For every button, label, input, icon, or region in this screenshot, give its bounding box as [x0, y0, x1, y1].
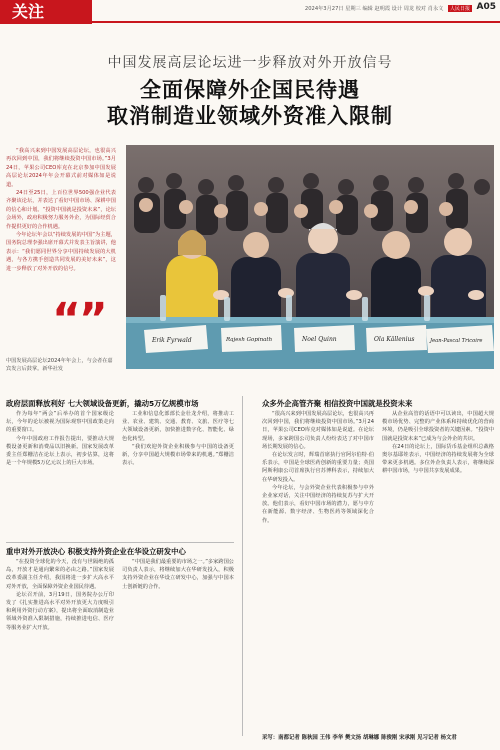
kicker-headline: 中国发展高层论坛进一步释放对外开放信号: [107, 55, 393, 71]
placard-2: Rajesh Gopinath: [226, 337, 273, 343]
column-divider: [242, 396, 243, 736]
quote-marks-icon: “”: [52, 294, 106, 345]
article-paragraph: “很高兴来到中国发展高层论坛，也很高兴再次回到中国，我们将继续投资中国市场。”3月24日，苹果公司CEO库克对媒体如是说道。在论坛现场，多家跨国公司负责人纷纷表达了对中国市场长期发展的信心。: [262, 411, 374, 450]
dateline-text: 2024年3月27日 星期三 编辑 赵明霞 设计 周龙 校对 肖永文: [304, 6, 444, 12]
banner-rule: [92, 21, 500, 23]
name-placards: [144, 325, 494, 353]
lead-paragraph: 24日至25日，上百位世界500强企业代表齐聚该论坛，并表达了看好中国市场、深耕中国的信心和计划。“投资中国就是投资未来”，论坛会场外，政府积极努力服务外企，为国际经贸合作提供更好的合作机遇。: [6, 190, 116, 230]
placard-4: Ola Källenius: [374, 336, 415, 343]
article-paragraph: 今年论坛，与会外资企业代表积极参与中外企业家对话，关注中国经济的持续复苏与扩大开放。他们表示，看好中国市场的潜力，愿与中方在新能源、数字经济、生物医药等领域深化合作。: [262, 484, 374, 524]
article-1-col-1: [6, 410, 114, 467]
article-paragraph: 从企业高管的话语中可以读出，中国超大规模市场优势、完整的产业体系和持续优化的营商环境，仍是吸引全球投资者的关键因素。“投资中国就是投资未来”已成为与会外企的共识。: [382, 411, 494, 442]
article-1-title: 政府层面释放利好 七大领域设备更新，撬动5万亿规模市场: [6, 399, 199, 408]
main-headline-line1: 全面保障外企国民待遇: [140, 78, 360, 102]
byline: 采写：南都记者 陈秋园 王伟 李华 樊文扬 胡琳娜 陈俊刚 宋承刚 见习记者 杨文君: [262, 735, 457, 741]
article-paragraph: 论坛召开前，3月19日，国务院办公厅印发了《扎实推进高水平对外开放更大力度吸引和利用外资行动方案》，提出将全面取消制造业领域外资准入限制措施，持续推进电信、医疗等服务业扩大开放。: [6, 591, 114, 631]
article-paragraph: 作为每年“两会”后举办的首个国家级论坛，今年的论坛被视为国际观察中国政策走向的重要窗口。: [6, 411, 114, 434]
article-3-col-2: [382, 410, 494, 476]
forum-photo: [126, 145, 494, 369]
page-number: A05: [476, 2, 496, 12]
article-paragraph: “在投资全球化的今天，没有与世隔绝的孤岛，开放才是通向繁荣的必由之路。”国家发展改革委副主任介绍，我国将进一步扩大高水平对外开放，全面保障外资企业国民待遇。: [6, 559, 114, 590]
editor-badge: 人民日报: [449, 6, 470, 12]
article-paragraph: “中国是我们最重要的市场之一。”多家跨国公司负责人表示，将继续加大在华研发投入，积极支持外资企业在华设立研发中心，加强与中国本土创新链的合作。: [122, 559, 234, 590]
section-banner: [0, 0, 500, 24]
article-3-title: 众多外企高管齐聚 相信投资中国就是投资未来: [262, 399, 413, 408]
article-paragraph: 工业和信息化部部长金壮龙介绍，将推动工业、农业、建筑、交通、教育、文旅、医疗等七大领域设备更新，加快推进数字化、智能化、绿色化转型。: [122, 411, 234, 442]
article-2-title: 重申对外开放决心 积极支持外资企业在华设立研发中心: [6, 547, 186, 556]
article-1-col-2: [122, 410, 234, 467]
article-2-col-2: [122, 558, 234, 591]
dateline: [305, 5, 472, 12]
placard-5: Jean-Pascal Tricoire: [430, 338, 483, 344]
article-2-col-1: [6, 558, 114, 632]
placard-3: Noel Quinn: [302, 336, 337, 343]
article-paragraph: “我们欢迎外资企业积极参与中国的设备更新，分享中国超大规模市场带来的机遇。”郑栅洁表示。: [122, 443, 234, 467]
placard-1: Erik Fyrwald: [152, 337, 192, 344]
lead-paragraph: “我高兴来到中国发展高层论坛，也很高兴再次回到中国，我们将继续投资中国市场。”3月24日，苹果公司CEO库克在北京参加中国发展高层论坛2024年年会开幕式前对媒体如是说道。: [6, 148, 116, 188]
section-divider: [6, 542, 234, 543]
article-3-col-1: [262, 410, 374, 525]
main-headline-line2: 取消制造业领域外资准入限制: [107, 104, 393, 128]
article-paragraph: 在论坛发言时，辉瑞首席执行官阿尔伯特·伯乐表示，中国是全球医药创新的重要力量；英国阿斯利康公司首席执行官苏博科表示，持续加大在华研发投入。: [262, 452, 374, 483]
article-paragraph: 在24日的论坛上，国际货币基金组织总裁格奥尔基耶娃表示，中国经济的持续发展将为全球带来更多机遇。多位外企负责人表示，将继续深耕中国市场，与中国共享发展成果。: [382, 443, 494, 475]
article-paragraph: 今年中国政府工作报告提出，要推动大规模设备更新和消费品以旧换新。国家发展改革委主任郑栅洁在论坛上表示，初步估算，这将是一个年规模5万亿元以上的巨大市场。: [6, 435, 114, 467]
photo-illustration: [126, 145, 494, 369]
lead-paragraphs: [6, 147, 116, 273]
section-label: 关注: [0, 0, 92, 24]
photo-caption: 中国发展高层论坛2024年年会上，与会者在嘉宾发言后鼓掌。新华社发: [6, 358, 113, 372]
lead-paragraph: 今年论坛年会以“持续发展的中国”为主题，国务院总理李强出席开幕式并发表主旨演讲，他表示：“我们愿同世界分享中国持续发展的大机遇，与各方携手创造共同发展的美好未来”，这进一步释放了对外开放的信号。: [6, 232, 116, 272]
